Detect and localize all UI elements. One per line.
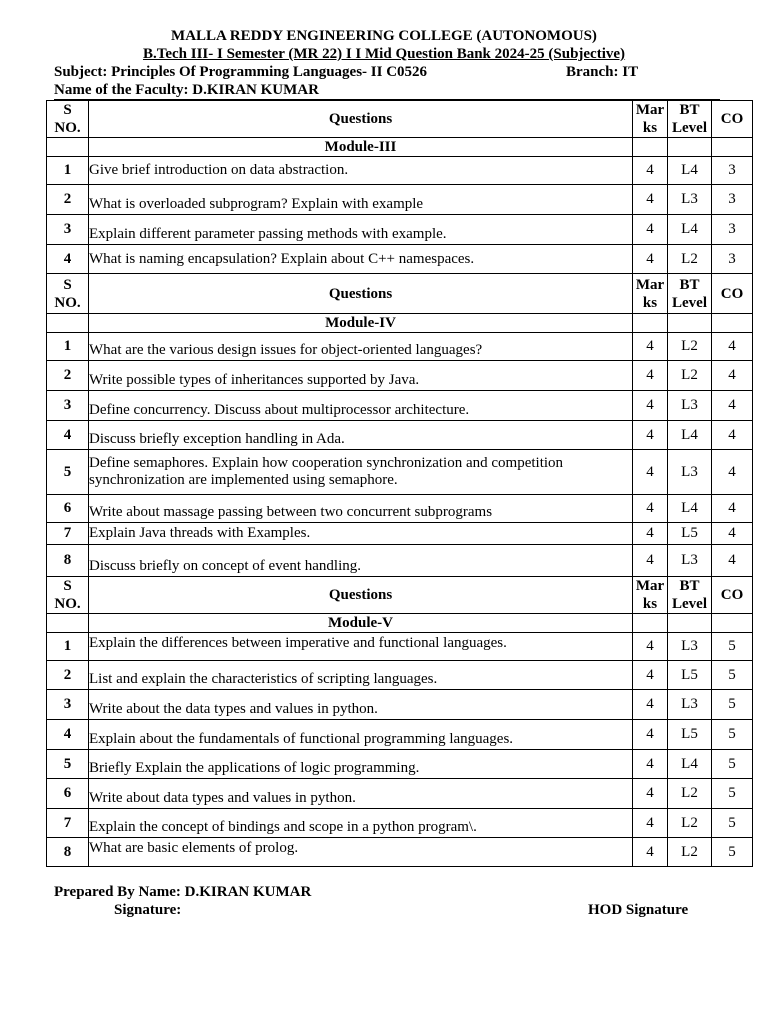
header-line: S: [63, 276, 72, 293]
header-line: Mar: [635, 578, 665, 594]
empty-cell: [633, 614, 668, 633]
question-number: 7: [47, 523, 89, 545]
marks-value: 4: [633, 333, 668, 361]
header-line: NO.: [54, 294, 81, 311]
table-row: [47, 545, 753, 577]
question-number: 4: [47, 245, 89, 274]
table-row: [47, 361, 753, 391]
question-text: Explain Java threads with Examples.: [89, 523, 633, 545]
question-number: 1: [47, 333, 89, 361]
question-text: What are basic elements of prolog.: [89, 838, 633, 867]
co-value: 4: [712, 391, 753, 421]
header-line: Level: [672, 120, 707, 136]
empty-cell: [47, 314, 89, 333]
bt-level-value: L2: [668, 333, 712, 361]
question-text: List and explain the characteristics of scripting languages.: [89, 661, 633, 690]
co-header: CO: [712, 577, 753, 614]
question-number: 2: [47, 185, 89, 215]
co-value: 5: [712, 661, 753, 690]
header-line: NO.: [54, 596, 81, 612]
module-title-row: [47, 314, 753, 333]
empty-cell: [712, 314, 753, 333]
question-number: 4: [47, 720, 89, 750]
empty-cell: [633, 138, 668, 157]
table-row: [47, 391, 753, 421]
co-value: 5: [712, 633, 753, 661]
marks-value: 4: [633, 779, 668, 809]
module-title: Module-V: [89, 614, 633, 633]
question-text: Discuss briefly on concept of event handling.: [89, 545, 633, 577]
marks-value: 4: [633, 245, 668, 274]
question-number: 3: [47, 690, 89, 720]
empty-cell: [712, 614, 753, 633]
bt-level-header: [668, 577, 712, 614]
empty-cell: [668, 138, 712, 157]
question-number: 6: [47, 495, 89, 523]
marks-header: [633, 101, 668, 138]
table-row: [47, 333, 753, 361]
question-number: 3: [47, 215, 89, 245]
question-number: 6: [47, 779, 89, 809]
bt-level-value: L5: [668, 661, 712, 690]
header-line: BT: [679, 102, 700, 118]
co-value: 3: [712, 215, 753, 245]
marks-header: [633, 274, 668, 314]
header-line: Level: [672, 294, 707, 311]
header-line: Mar: [635, 102, 665, 118]
table-row: [47, 245, 753, 274]
bt-level-value: L2: [668, 809, 712, 838]
co-value: 4: [712, 333, 753, 361]
bt-level-value: L4: [668, 495, 712, 523]
question-text: Define semaphores. Explain how cooperation synchronization and competition synchronization are implemented using semaphore.: [89, 450, 633, 495]
question-number: 3: [47, 391, 89, 421]
table-row: [47, 750, 753, 779]
header-line: Mar: [635, 276, 665, 293]
question-number: 5: [47, 750, 89, 779]
marks-value: 4: [633, 838, 668, 867]
column-header-row: [47, 101, 753, 138]
marks-value: 4: [633, 421, 668, 450]
question-text: Write possible types of inheritances supported by Java.: [89, 361, 633, 391]
marks-value: 4: [633, 215, 668, 245]
module-title: Module-IV: [89, 314, 633, 333]
table-row: [47, 690, 753, 720]
co-value: 4: [712, 545, 753, 577]
table-row: [47, 523, 753, 545]
question-text: What is overloaded subprogram? Explain with example: [89, 185, 633, 215]
question-number: 2: [47, 361, 89, 391]
empty-cell: [668, 614, 712, 633]
header-line: ks: [642, 294, 658, 311]
bt-level-value: L5: [668, 523, 712, 545]
co-value: 3: [712, 245, 753, 274]
marks-value: 4: [633, 391, 668, 421]
table-row: [47, 185, 753, 215]
question-text: Discuss briefly exception handling in Ada.: [89, 421, 633, 450]
table-row: [47, 809, 753, 838]
hod-signature-label: HOD Signature: [588, 902, 689, 918]
marks-header: [633, 577, 668, 614]
marks-value: 4: [633, 633, 668, 661]
marks-value: 4: [633, 523, 668, 545]
module-title-row: [47, 138, 753, 157]
sno-header: [47, 577, 89, 614]
question-number: 5: [47, 450, 89, 495]
empty-cell: [712, 138, 753, 157]
marks-value: 4: [633, 157, 668, 185]
question-text: Explain about the fundamentals of functional programming languages.: [89, 720, 633, 750]
table-row: [47, 421, 753, 450]
bt-level-header: [668, 101, 712, 138]
co-value: 4: [712, 495, 753, 523]
question-text: Explain the differences between imperative and functional languages.: [89, 633, 633, 661]
signature-label: Signature:: [114, 902, 182, 918]
empty-cell: [668, 314, 712, 333]
question-text: What is naming encapsulation? Explain about C++ namespaces.: [89, 245, 633, 274]
bt-level-value: L4: [668, 750, 712, 779]
marks-value: 4: [633, 809, 668, 838]
questions-header: Questions: [89, 101, 633, 138]
question-number: 7: [47, 809, 89, 838]
header-line: NO.: [54, 120, 81, 136]
subject-line: Subject: Principles Of Programming Languages- II C0526: [54, 64, 428, 80]
marks-value: 4: [633, 720, 668, 750]
question-number: 1: [47, 157, 89, 185]
bt-level-value: L3: [668, 633, 712, 661]
bt-level-value: L5: [668, 720, 712, 750]
bt-level-value: L3: [668, 391, 712, 421]
co-value: 5: [712, 779, 753, 809]
question-text: Write about the data types and values in python.: [89, 690, 633, 720]
marks-value: 4: [633, 690, 668, 720]
marks-value: 4: [633, 450, 668, 495]
question-bank-table: [46, 100, 753, 867]
table-row: [47, 495, 753, 523]
empty-cell: [47, 614, 89, 633]
sno-header: [47, 101, 89, 138]
co-value: 3: [712, 157, 753, 185]
college-title: MALLA REDDY ENGINEERING COLLEGE (AUTONOMOUS): [171, 28, 597, 44]
questions-header: Questions: [89, 274, 633, 314]
table-row: [47, 215, 753, 245]
co-value: 4: [712, 523, 753, 545]
question-text: Write about data types and values in python.: [89, 779, 633, 809]
column-header-row: [47, 577, 753, 614]
question-number: 1: [47, 633, 89, 661]
module-title-row: [47, 614, 753, 633]
branch-line: Branch: IT: [566, 64, 639, 80]
table-row: [47, 157, 753, 185]
co-value: 5: [712, 750, 753, 779]
sno-header: [47, 274, 89, 314]
table-row: [47, 633, 753, 661]
question-number: 4: [47, 421, 89, 450]
co-value: 5: [712, 838, 753, 867]
question-number: 2: [47, 661, 89, 690]
marks-value: 4: [633, 750, 668, 779]
bt-level-header: [668, 274, 712, 314]
question-text: Explain different parameter passing methods with example.: [89, 215, 633, 245]
header-line: ks: [642, 120, 658, 136]
column-header-row: [47, 274, 753, 314]
question-text: Explain the concept of bindings and scope in a python program\.: [89, 809, 633, 838]
prepared-by: Prepared By Name: D.KIRAN KUMAR: [54, 884, 312, 900]
table-row: [47, 661, 753, 690]
module-title: Module-III: [89, 138, 633, 157]
marks-value: 4: [633, 185, 668, 215]
co-value: 4: [712, 450, 753, 495]
question-text: Write about massage passing between two concurrent subprograms: [89, 495, 633, 523]
co-value: 5: [712, 720, 753, 750]
header-line: Level: [672, 596, 707, 612]
question-number: 8: [47, 838, 89, 867]
questions-header: Questions: [89, 577, 633, 614]
table-row: [47, 779, 753, 809]
exam-title: B.Tech III- I Semester (MR 22) I I Mid Question Bank 2024-25 (Subjective): [142, 46, 626, 62]
co-value: 5: [712, 690, 753, 720]
bt-level-value: L4: [668, 215, 712, 245]
bt-level-value: L4: [668, 421, 712, 450]
bt-level-value: L2: [668, 361, 712, 391]
co-header: CO: [712, 274, 753, 314]
question-text: What are the various design issues for object-oriented languages?: [89, 333, 633, 361]
table-row: [47, 450, 753, 495]
empty-cell: [633, 314, 668, 333]
co-header: CO: [712, 101, 753, 138]
bt-level-value: L3: [668, 545, 712, 577]
header-line: S: [63, 578, 72, 594]
header-line: BT: [679, 578, 700, 594]
question-text: Give brief introduction on data abstraction.: [89, 157, 633, 185]
marks-value: 4: [633, 661, 668, 690]
co-value: 4: [712, 421, 753, 450]
marks-value: 4: [633, 361, 668, 391]
bt-level-value: L2: [668, 779, 712, 809]
question-text: Define concurrency. Discuss about multiprocessor architecture.: [89, 391, 633, 421]
header-line: ks: [642, 596, 658, 612]
table-row: [47, 720, 753, 750]
co-value: 5: [712, 809, 753, 838]
header-line: S: [63, 102, 72, 118]
question-number: 8: [47, 545, 89, 577]
co-value: 4: [712, 361, 753, 391]
empty-cell: [47, 138, 89, 157]
faculty-line: Name of the Faculty: D.KIRAN KUMAR: [54, 82, 319, 98]
bt-level-value: L2: [668, 838, 712, 867]
bt-level-value: L2: [668, 245, 712, 274]
bt-level-value: L3: [668, 690, 712, 720]
header-line: BT: [679, 276, 700, 293]
table-row: [47, 838, 753, 867]
question-text: Briefly Explain the applications of logic programming.: [89, 750, 633, 779]
bt-level-value: L3: [668, 185, 712, 215]
bt-level-value: L3: [668, 450, 712, 495]
marks-value: 4: [633, 495, 668, 523]
bt-level-value: L4: [668, 157, 712, 185]
marks-value: 4: [633, 545, 668, 577]
co-value: 3: [712, 185, 753, 215]
